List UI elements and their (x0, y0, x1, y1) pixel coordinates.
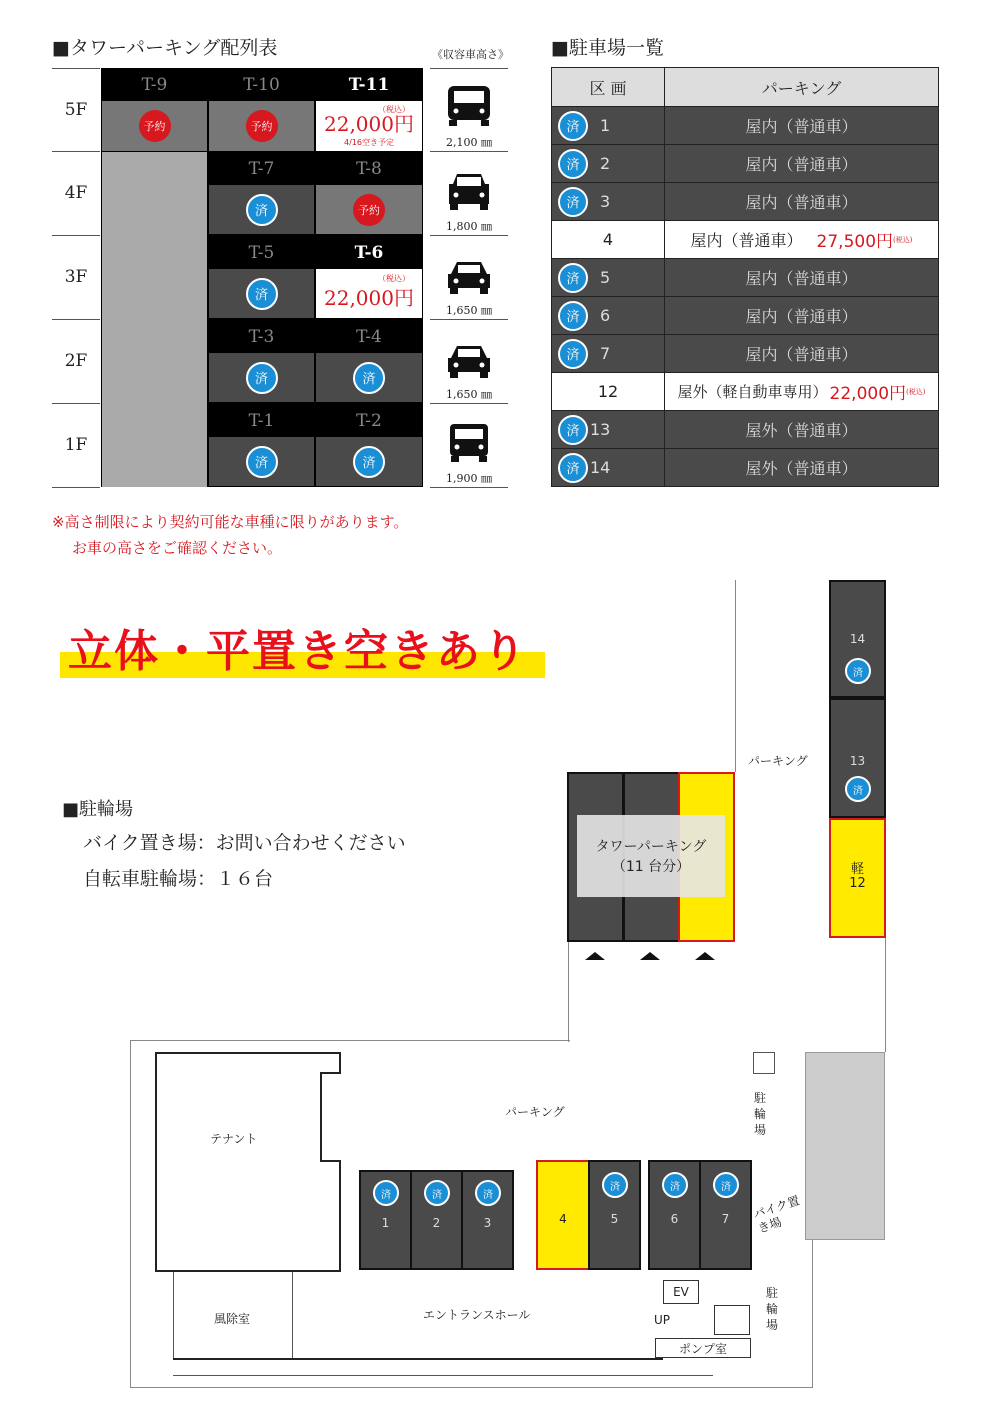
contracted-badge: 済 (246, 194, 278, 226)
slot-14: 14 済 (829, 580, 886, 698)
list-row (552, 448, 938, 486)
entrance-label: エントランスホール (423, 1308, 531, 1322)
slot-head-t2: T-2 (316, 405, 422, 437)
bike-line: 自転車駐輪場：１６台 (83, 868, 274, 890)
slot-1: 済 1 (359, 1170, 412, 1270)
contracted-badge: 済 (353, 446, 385, 478)
slot-number: 14 (590, 458, 611, 477)
unused-column (102, 152, 207, 487)
slot-head-t1: T-1 (209, 405, 314, 437)
t11-price-cell (316, 101, 422, 151)
height-caption: 《収容車高さ》 (432, 48, 509, 61)
up-stairs-label: UP (654, 1313, 671, 1327)
tax-note: (税込) (906, 387, 926, 396)
tax-note: (税込) (893, 235, 913, 244)
sedan-icon (445, 258, 493, 296)
minivan-icon (444, 82, 494, 128)
list-header (552, 68, 938, 106)
slot-head-t10: T-10 (209, 69, 314, 101)
t6-price-cell (316, 269, 422, 318)
slot-head-t3: T-3 (209, 321, 314, 353)
col-header: パーキング (761, 78, 842, 98)
slot-number: 3 (600, 192, 611, 211)
contracted-badge: 済 (246, 278, 278, 310)
bike-title: ■駐輪場 (62, 799, 134, 820)
contracted-badge: 済 (662, 1172, 688, 1198)
contracted-badge: 済 (558, 263, 588, 293)
floor-label: 2F (64, 351, 88, 371)
slot-12-kei: 軽 12 (829, 818, 886, 938)
height-value: 1,650 ㎜ (446, 388, 492, 401)
contracted-badge: 済 (558, 187, 588, 217)
slot-head-t8: T-8 (316, 153, 422, 185)
slot-number: 12 (597, 382, 619, 401)
price: 27,500円 (816, 232, 894, 252)
list-row (552, 182, 938, 220)
slot-desc: 屋外（普通車） (745, 459, 858, 478)
slot-number: 1 (600, 116, 611, 135)
slot-desc: 屋内（普通車） (745, 307, 858, 326)
contracted-badge: 済 (246, 362, 278, 394)
height-value: 1,800 ㎜ (446, 220, 492, 233)
height-note: お車の高さをご確認ください。 (72, 539, 283, 557)
ev-label: EV (663, 1280, 699, 1304)
height-value: 1,650 ㎜ (446, 304, 492, 317)
contracted-badge: 済 (713, 1172, 739, 1198)
reserved-badge: 予約 (139, 110, 171, 142)
floor-label: 1F (64, 435, 88, 455)
list-row (552, 296, 938, 334)
contracted-badge: 済 (602, 1172, 628, 1198)
parking-label: パーキング (748, 754, 808, 768)
car-height-4f (430, 155, 508, 234)
slot-number: 7 (600, 344, 611, 363)
slot-head-t7: T-7 (209, 153, 314, 185)
contracted-badge: 済 (558, 111, 588, 141)
pump-room-label: ポンプ室 (655, 1338, 751, 1358)
height-value: 1,900 ㎜ (446, 472, 492, 485)
compact-car-icon (445, 170, 493, 212)
tenant-label: テナント (210, 1132, 258, 1146)
entry-arrows-icon (585, 950, 725, 962)
contracted-badge: 済 (845, 658, 871, 684)
slot-number: 4 (602, 230, 614, 249)
bike-area-label: バイク置き場 (751, 1193, 802, 1236)
contracted-badge: 済 (558, 339, 588, 369)
contracted-badge: 済 (558, 453, 588, 483)
bicycle-parking-label: 駐輪場 (753, 1091, 766, 1137)
list-row (552, 106, 938, 144)
slot-7: 済 7 (699, 1160, 752, 1270)
slot-6: 済 6 (648, 1160, 701, 1270)
contracted-badge: 済 (475, 1180, 501, 1206)
vacant-note: 4/16空き予定 (344, 138, 394, 147)
side-strip (805, 1052, 885, 1240)
bike-line: バイク置き場：お問い合わせください (83, 832, 406, 854)
slot-13: 13 済 (829, 698, 886, 818)
tower-title: ■タワーパーキング配列表 (52, 37, 278, 59)
slot-number: 2 (600, 154, 611, 173)
slot-desc: 屋内（普通車） (690, 231, 803, 250)
slot-head-t6: T-6 (316, 237, 422, 269)
slot-head-t4: T-4 (316, 321, 422, 353)
slot-2: 済 2 (410, 1170, 463, 1270)
car-height-1f (430, 406, 508, 486)
slot-4-vacant: 4 (536, 1160, 590, 1270)
contracted-badge: 済 (845, 776, 871, 802)
slot-3: 済 3 (461, 1170, 514, 1270)
slot-desc: 屋内（普通車） (745, 117, 858, 136)
slot-number: 6 (600, 306, 611, 325)
slot-desc: 屋内（普通車） (745, 269, 858, 288)
availability-banner: 立体・平置き空きあり (68, 626, 528, 677)
slot-desc: 屋外（軽自動車専用） (677, 383, 828, 401)
contracted-badge: 済 (373, 1180, 399, 1206)
height-note: ※高さ制限により契約可能な車種に限りがあります。 (52, 513, 409, 531)
slot-desc: 屋内（普通車） (745, 155, 858, 174)
car-height-5f (430, 72, 508, 150)
list-title: ■駐車場一覧 (551, 37, 664, 59)
slot-head-t5: T-5 (209, 237, 314, 269)
slot-number: 5 (600, 268, 611, 287)
floor-label: 5F (64, 99, 88, 120)
slot-number: 13 (590, 420, 611, 439)
price: 22,000円 (324, 286, 414, 310)
tower-parking-label: タワーパーキング （11 台分） (577, 815, 725, 897)
list-row (552, 258, 938, 296)
floor-label: 4F (64, 183, 88, 203)
reserved-badge: 予約 (353, 194, 385, 226)
list-row (552, 334, 938, 372)
price: 22,000円 (829, 384, 907, 404)
parking-list (551, 67, 939, 487)
col-header: 区 画 (552, 68, 665, 106)
tax-note: （税込） (378, 105, 410, 114)
tax-note: （税込） (378, 274, 410, 283)
slot-desc: 屋外（普通車） (745, 421, 858, 440)
slot-head-t9: T-9 (102, 69, 207, 101)
stairs-icon (714, 1305, 750, 1335)
slot-5: 済 5 (588, 1160, 641, 1270)
contracted-badge: 済 (558, 301, 588, 331)
contracted-badge: 済 (424, 1180, 450, 1206)
sedan-icon (445, 342, 493, 380)
pillar (753, 1052, 775, 1074)
contracted-badge: 済 (353, 362, 385, 394)
slot-head-t11: T-11 (316, 69, 422, 101)
contracted-badge: 済 (558, 149, 588, 179)
price: 22,000円 (324, 112, 414, 136)
windbreak-label: 風除室 (214, 1312, 251, 1326)
contracted-badge: 済 (246, 446, 278, 478)
contracted-badge: 済 (558, 415, 588, 445)
suv-icon (446, 420, 492, 464)
list-row (552, 144, 938, 182)
height-value: 2,100 ㎜ (446, 136, 492, 149)
list-row (552, 372, 938, 410)
car-height-2f (430, 324, 508, 402)
slot-desc: 屋内（普通車） (745, 193, 858, 212)
slot-desc: 屋内（普通車） (745, 345, 858, 364)
car-height-3f (430, 240, 508, 318)
parking-label: パーキング (505, 1105, 565, 1119)
list-row (552, 220, 938, 258)
list-row (552, 410, 938, 448)
reserved-badge: 予約 (246, 110, 278, 142)
bicycle-parking-label: 駐輪場 (765, 1286, 778, 1332)
floor-label: 3F (64, 267, 88, 287)
